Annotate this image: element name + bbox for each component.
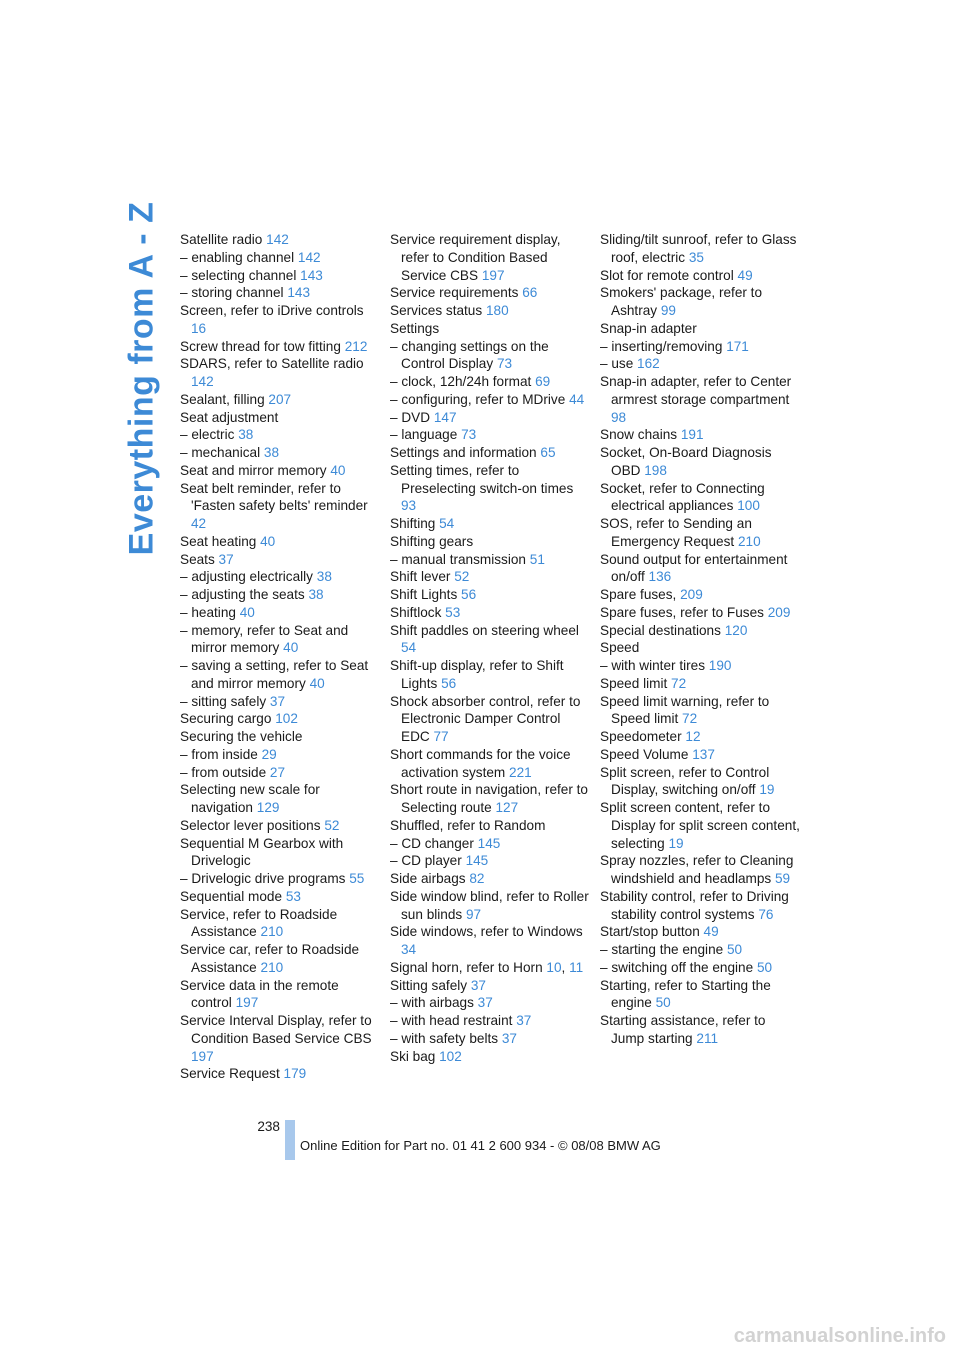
index-column-1: [180, 231, 380, 1083]
index-entry: [180, 906, 380, 942]
index-term: Service, refer to Roadside Assistance: [180, 906, 338, 940]
page-link[interactable]: 59: [775, 871, 791, 886]
index-entry: [180, 444, 380, 462]
page-link[interactable]: 102: [275, 711, 298, 727]
index-term: Snap-in adapter, refer to Center armrest storage compartment: [600, 374, 792, 407]
index-entry: [180, 888, 380, 906]
page-link[interactable]: 27: [269, 764, 286, 780]
index-entry: [390, 622, 590, 658]
page-link[interactable]: 127: [495, 800, 519, 815]
index-entry: [600, 639, 800, 657]
index-term: Seat and mirror memory: [180, 462, 327, 478]
index-term: Securing cargo: [180, 711, 272, 727]
index-term: – from outside: [180, 764, 267, 780]
index-term: Socket, refer to Connecting electrical appliances: [600, 480, 765, 514]
index-term: Starting, refer to Starting the engine: [600, 977, 771, 1011]
index-term: Selector lever positions: [180, 817, 321, 833]
index-term: Short commands for the voice activation system: [390, 746, 571, 780]
page-link[interactable]: 40: [239, 604, 255, 620]
page-link[interactable]: 40: [283, 640, 299, 656]
index-entry: [390, 586, 590, 604]
index-term: Service data in the remote control: [180, 977, 339, 1011]
index-term: – enabling channel: [180, 249, 295, 265]
index-term: Shock absorber control, refer to Electronic Damper Control EDC: [390, 693, 581, 744]
page-link[interactable]: 38: [263, 445, 280, 460]
index-term: – from inside: [180, 746, 258, 762]
index-entry: [390, 551, 590, 569]
index-entry: [390, 284, 590, 302]
index-term: Service requirement display, refer to Condition Based Service CBS: [390, 232, 561, 283]
index-term: Starting assistance, refer to Jump starting: [600, 1013, 766, 1046]
index-entry: [600, 923, 800, 941]
index-term: Service Interval Display, refer to Condition Based Service CBS: [180, 1013, 372, 1046]
index-entry: [600, 426, 800, 444]
index-term: – starting the engine: [600, 942, 724, 957]
index-entry: [390, 817, 590, 835]
index-term: Seat belt reminder, refer to 'Fasten safety belts' reminder: [180, 480, 368, 514]
page-link[interactable]: 37: [269, 693, 286, 709]
page-link[interactable]: 210: [260, 959, 284, 975]
page-link[interactable]: 171: [726, 338, 749, 354]
index-term: – adjusting the seats: [180, 587, 305, 602]
page-link[interactable]: 37: [470, 977, 486, 993]
index-entry: [390, 462, 590, 515]
index-entry: [390, 426, 590, 444]
index-term: – with airbags: [390, 995, 474, 1011]
index-entry: [600, 284, 800, 320]
section-title: Everything from A - Z: [122, 201, 161, 555]
index-term: – changing settings on the Control Display: [390, 338, 549, 372]
index-term: Services status: [390, 303, 483, 318]
index-entry: [180, 391, 380, 409]
page-link[interactable]: 16: [191, 320, 207, 336]
footer-bar: [285, 1120, 295, 1160]
page-link[interactable]: 210: [260, 924, 284, 940]
page-link[interactable]: 143: [300, 267, 323, 283]
page-link[interactable]: 120: [724, 622, 748, 638]
page-link[interactable]: 197: [481, 267, 505, 283]
index-term: Seat heating: [180, 533, 257, 549]
index-term: Short route in navigation, refer to Selecting route: [390, 782, 588, 815]
page-link[interactable]: 210: [737, 533, 761, 549]
index-term: Shifting gears: [390, 533, 474, 549]
index-entry: [180, 693, 380, 711]
page-link[interactable]: 136: [648, 569, 672, 585]
index-entry: [180, 231, 380, 249]
page-link[interactable]: 190: [708, 658, 732, 673]
page-number: 238: [257, 1119, 280, 1134]
index-entry: [180, 284, 380, 302]
page-link[interactable]: 54: [439, 516, 455, 531]
index-entry: [180, 480, 380, 533]
index-term: Securing the vehicle: [180, 729, 303, 744]
index-entry: [390, 231, 590, 284]
page-link[interactable]: 52: [324, 817, 340, 833]
page-link[interactable]: 129: [256, 800, 280, 815]
index-entry: [600, 693, 800, 729]
watermark: carmanualsonline.info: [733, 1325, 946, 1347]
index-column-3: [600, 231, 800, 1048]
page-link[interactable]: 38: [308, 587, 324, 602]
page-link[interactable]: 102: [439, 1048, 462, 1064]
page-link[interactable]: 56: [461, 587, 477, 602]
index-term: Speed limit warning, refer to Speed limit: [600, 693, 770, 727]
index-entry: [180, 941, 380, 977]
index-term: – DVD: [390, 409, 431, 425]
index-entry: [390, 444, 590, 462]
index-entry: [180, 1012, 380, 1065]
index-term: Special destinations: [600, 622, 721, 638]
index-term: SOS, refer to Sending an Emergency Request: [600, 516, 752, 549]
index-entry: [390, 533, 590, 551]
index-entry: [180, 817, 380, 835]
index-term: Screen, refer to iDrive controls: [180, 303, 364, 318]
index-entry: [390, 870, 590, 888]
index-term: Satellite radio: [180, 232, 263, 247]
index-entry: [390, 977, 590, 995]
index-entry: [180, 568, 380, 586]
index-term: Shifting: [390, 516, 436, 531]
index-term: – memory, refer to Seat and mirror memory: [180, 622, 349, 656]
page-link[interactable]: 12: [685, 729, 701, 744]
index-term: – language: [390, 427, 458, 443]
page-link[interactable]: 53: [445, 604, 461, 620]
index-entry: [180, 622, 380, 658]
index-entry: [180, 604, 380, 622]
page-link[interactable]: 38: [238, 427, 254, 443]
page-link[interactable]: 52: [454, 569, 470, 585]
index-entry: [390, 852, 590, 870]
index-entry: [180, 462, 380, 480]
index-term: Side windows, refer to Windows: [390, 924, 583, 940]
index-term: – Drivelogic drive programs: [180, 871, 346, 886]
index-entry: [390, 391, 590, 409]
page-link[interactable]: 211: [696, 1030, 719, 1046]
index-entry: [600, 267, 800, 285]
index-term: Selecting new scale for navigation: [180, 782, 320, 815]
index-entry: [600, 231, 800, 267]
index-term: Side airbags: [390, 871, 466, 886]
index-entry: [600, 373, 800, 426]
index-entry: [180, 267, 380, 285]
index-entry: [600, 338, 800, 356]
index-term: Shift-up display, refer to Shift Lights: [390, 658, 564, 691]
index-entry: [390, 568, 590, 586]
page-link[interactable]: 44: [569, 391, 585, 407]
index-column-2: [390, 231, 590, 1065]
index-term: – with head restraint: [390, 1013, 513, 1028]
index-term: – storing channel: [180, 285, 284, 301]
index-term: – heating: [180, 604, 236, 620]
index-term: Spray nozzles, refer to Cleaning windshield and headlamps: [600, 853, 794, 886]
index-term: – electric: [180, 427, 235, 443]
index-term: Shuffled, refer to Random: [390, 817, 546, 833]
page-link[interactable]: 98: [611, 409, 627, 425]
page-link[interactable]: 19: [668, 835, 684, 851]
index-term: Snow chains: [600, 427, 678, 443]
page-link[interactable]: 50: [726, 942, 743, 957]
page-link[interactable]: 40: [260, 533, 276, 549]
index-entry: [180, 355, 380, 391]
page-link[interactable]: 142: [266, 232, 289, 247]
page-link[interactable]: 34: [401, 942, 417, 957]
page-link[interactable]: 145: [465, 853, 489, 869]
index-term: – CD changer: [390, 835, 474, 851]
index-entry: [600, 480, 800, 516]
index-term: Socket, On-Board Diagnosis OBD: [600, 445, 772, 478]
page-link[interactable]: 37: [218, 551, 234, 567]
index-entry: [390, 923, 590, 959]
index-entry: [180, 1065, 380, 1083]
index-term: – saving a setting, refer to Seat and mirror memory: [180, 658, 369, 691]
page-link[interactable]: 197: [235, 995, 259, 1011]
index-entry: [600, 657, 800, 675]
index-entry: [390, 1012, 590, 1030]
index-entry: [600, 320, 800, 338]
page-link[interactable]: 37: [477, 995, 493, 1011]
page-link[interactable]: 55: [349, 871, 365, 886]
index-term: – configuring, refer to MDrive: [390, 391, 566, 407]
page-link[interactable]: 162: [637, 356, 660, 372]
page-link[interactable]: 198: [644, 462, 667, 478]
page-link[interactable]: 53: [285, 888, 301, 904]
index-entry: [600, 764, 800, 800]
page-link[interactable]: 97: [466, 906, 482, 922]
index-term: Shift paddles on steering wheel: [390, 622, 579, 638]
index-term: – with winter tires: [600, 658, 706, 673]
index-term: Speed: [600, 640, 640, 656]
index-term: – clock, 12h/24h format: [390, 374, 532, 389]
page-link[interactable]: 76: [758, 906, 774, 922]
index-entry: [390, 746, 590, 782]
index-entry: [390, 657, 590, 693]
index-entry: [390, 320, 590, 338]
index-term: Shiftlock: [390, 604, 442, 620]
page-link[interactable]: 38: [316, 569, 332, 585]
index-entry: [600, 977, 800, 1013]
page-link[interactable]: 207: [268, 391, 292, 407]
page-link[interactable]: 209: [767, 604, 791, 620]
page-link[interactable]: 49: [703, 924, 719, 940]
page-link[interactable]: 66: [522, 285, 538, 301]
page-link[interactable]: 145: [477, 835, 501, 851]
index-term: Sequential M Gearbox with Drivelogic: [180, 835, 344, 869]
index-term: Snap-in adapter: [600, 320, 697, 336]
index-term: – selecting channel: [180, 267, 297, 283]
index-term: Side window blind, refer to Roller sun blinds: [390, 888, 589, 922]
index-term: Split screen content, refer to Display for split screen content, selecting: [600, 800, 800, 851]
index-term: Signal horn, refer to Horn: [390, 959, 543, 975]
index-entry: [180, 870, 380, 888]
index-entry: [180, 657, 380, 693]
page-link[interactable]: 37: [501, 1030, 517, 1046]
index-entry: [180, 977, 380, 1013]
index-entry: [390, 302, 590, 320]
index-entry: [600, 941, 800, 959]
index-entry: [600, 746, 800, 764]
index-term: Service car, refer to Roadside Assistance: [180, 942, 360, 975]
index-entry: [600, 586, 800, 604]
index-term: Slot for remote control: [600, 267, 734, 283]
index-term: – inserting/removing: [600, 338, 723, 354]
index-entry: [180, 586, 380, 604]
index-term: Service Request: [180, 1066, 280, 1082]
index-entry: [600, 852, 800, 888]
page-link[interactable]: 65: [540, 445, 556, 460]
page-link[interactable]: 50: [655, 995, 671, 1011]
index-entry: [600, 728, 800, 746]
index-entry: [600, 355, 800, 373]
page-link[interactable]: 35: [688, 249, 704, 265]
page-link[interactable]: 191: [680, 427, 704, 443]
index-entry: [600, 444, 800, 480]
index-term: Sound output for entertainment on/off: [600, 551, 788, 585]
page-link[interactable]: 93: [401, 498, 417, 514]
index-term: Seat adjustment: [180, 409, 279, 425]
page-link[interactable]: 137: [692, 746, 715, 762]
index-term: – with safety belts: [390, 1030, 499, 1046]
page-link[interactable]: 49: [737, 267, 753, 283]
index-entry: [600, 799, 800, 852]
page-link[interactable]: 72: [682, 711, 698, 727]
index-term: Screw thread for tow fitting: [180, 338, 341, 354]
index-entry: [600, 604, 800, 622]
page-link[interactable]: 51: [529, 551, 545, 567]
index-term: Shift lever: [390, 569, 451, 585]
index-entry: [390, 1030, 590, 1048]
page-link[interactable]: 29: [261, 746, 277, 762]
index-term: Sliding/tilt sunroof, refer to Glass roof, electric: [600, 232, 797, 265]
index-term: Settings: [390, 320, 440, 336]
index-entry: [180, 551, 380, 569]
index-term: Smokers' package, refer to Ashtray: [600, 285, 763, 318]
page-link[interactable]: 77: [433, 729, 449, 744]
index-entry: [180, 835, 380, 871]
index-entry: [600, 888, 800, 924]
page-link[interactable]: 11: [569, 959, 584, 975]
index-entry: Signal horn, refer to Horn 10, 11: [390, 959, 584, 975]
index-entry: [390, 515, 590, 533]
index-term: Sealant, filling: [180, 391, 265, 407]
index-entry: [600, 959, 800, 977]
page-link[interactable]: 99: [660, 303, 676, 318]
index-term: – switching off the engine: [600, 959, 754, 975]
page-link[interactable]: 19: [759, 782, 775, 798]
index-entry: [390, 373, 590, 391]
index-entry: [390, 1048, 590, 1066]
page-link[interactable]: 73: [461, 427, 477, 443]
index-term: Start/stop button: [600, 924, 700, 940]
index-entry: [180, 302, 380, 338]
page-link[interactable]: 142: [191, 374, 214, 389]
page-link[interactable]: 143: [287, 285, 311, 301]
index-term: Settings and information: [390, 445, 537, 460]
index-entry: [180, 249, 380, 267]
index-term: Spare fuses, refer to Fuses: [600, 604, 764, 620]
page-link[interactable]: 37: [516, 1013, 532, 1028]
index-entry: [180, 426, 380, 444]
footer-text: Online Edition for Part no. 01 41 2 600 934 - © 08/08 BMW AG: [300, 1138, 661, 1153]
index-entry: [180, 764, 380, 782]
index-entry: [600, 551, 800, 587]
index-term: Sequential mode: [180, 888, 283, 904]
page-link[interactable]: 221: [509, 764, 532, 780]
index-entry: [180, 781, 380, 817]
index-term: Stability control, refer to Driving stability control systems: [600, 888, 789, 922]
page-link[interactable]: 50: [756, 959, 773, 975]
index-term: Seats: [180, 551, 215, 567]
index-entry: [600, 515, 800, 551]
index-entry: [180, 409, 380, 427]
index-entry: [390, 693, 590, 746]
index-term: – use: [600, 356, 634, 372]
index-entry: [390, 781, 590, 817]
page-link[interactable]: 10: [546, 959, 562, 975]
page-link[interactable]: 40: [309, 675, 325, 691]
page-link[interactable]: 142: [297, 249, 321, 265]
index-term: Spare fuses,: [600, 587, 677, 602]
index-entry: [180, 533, 380, 551]
page-link[interactable]: 180: [485, 303, 509, 318]
index-entry: [390, 835, 590, 853]
index-entry: [390, 604, 590, 622]
index-entry: [600, 622, 800, 640]
index-term: Setting times, refer to Preselecting switch-on times: [390, 462, 574, 496]
page-link[interactable]: 100: [737, 498, 760, 514]
index-term: SDARS, refer to Satellite radio: [180, 356, 364, 372]
section-side-tab: [118, 201, 166, 555]
index-term: Speed Volume: [600, 746, 689, 762]
index-term: Service requirements: [390, 285, 519, 301]
page-link[interactable]: 69: [535, 374, 551, 389]
page-link[interactable]: 82: [469, 871, 485, 886]
index-entry: [600, 675, 800, 693]
page-link[interactable]: 54: [401, 640, 417, 656]
index-term: Ski bag: [390, 1048, 436, 1064]
index-term: Split screen, refer to Control Display, switching on/off: [600, 764, 770, 798]
index-entry: [390, 888, 590, 924]
index-term: Speedometer: [600, 729, 682, 744]
index-entry: [600, 1012, 800, 1048]
index-entry: [180, 746, 380, 764]
index-entry: [390, 338, 590, 374]
page-link[interactable]: 40: [330, 462, 346, 478]
index-term: – CD player: [390, 853, 462, 869]
index-entry: [180, 728, 380, 746]
index-term: – mechanical: [180, 445, 261, 460]
index-term: Sitting safely: [390, 977, 468, 993]
index-term: – adjusting electrically: [180, 569, 313, 585]
page-link[interactable]: 197: [191, 1048, 214, 1064]
page-link[interactable]: 209: [680, 587, 703, 602]
index-entry: [390, 994, 590, 1012]
page-link[interactable]: 147: [433, 409, 457, 425]
page-link[interactable]: 179: [283, 1066, 307, 1082]
index-term: – sitting safely: [180, 693, 267, 709]
page-link[interactable]: 73: [496, 356, 513, 372]
page-link[interactable]: 56: [441, 675, 457, 691]
page-link[interactable]: 72: [671, 675, 687, 691]
index-entry: [180, 338, 380, 356]
index-term: Speed limit: [600, 675, 668, 691]
index-entry: [180, 710, 380, 728]
index-term: – manual transmission: [390, 551, 526, 567]
index-term: Shift Lights: [390, 587, 458, 602]
page-link[interactable]: 42: [191, 516, 207, 531]
page-link[interactable]: 212: [344, 338, 368, 354]
index-entry: [390, 409, 590, 427]
